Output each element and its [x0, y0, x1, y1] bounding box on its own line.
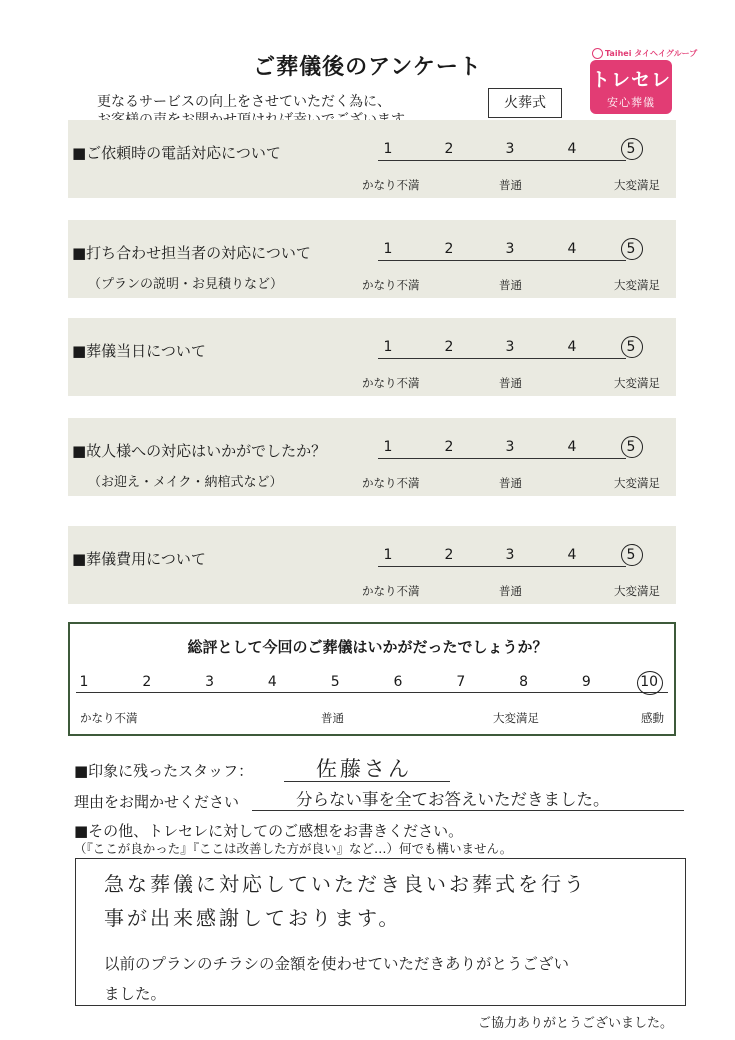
scale-number[interactable]: 3: [505, 241, 515, 257]
scale-label-mid: 普通: [499, 584, 522, 598]
scale-label-mid: 普通: [499, 278, 522, 292]
scale-label-low: かなり不満: [362, 178, 420, 192]
overall-label-low: かなり不満: [80, 711, 138, 725]
overall-scale-number[interactable]: 6: [393, 674, 403, 690]
selected-rating-circle: [621, 436, 643, 458]
scale-number[interactable]: 1: [383, 241, 393, 257]
selected-rating-circle: [621, 544, 643, 566]
brand-logo: [590, 60, 672, 114]
rating-scale-line: [378, 566, 626, 567]
scale-number[interactable]: 1: [383, 339, 393, 355]
overall-scale-number[interactable]: 5: [330, 674, 340, 690]
selected-rating-circle: [621, 336, 643, 358]
question-label: ■葬儀当日について: [72, 342, 206, 360]
scale-label-high: 大変満足: [614, 278, 660, 292]
scale-label-low: かなり不満: [362, 278, 420, 292]
scale-number[interactable]: 1: [383, 141, 393, 157]
reason-label: 理由をお聞かせください: [74, 793, 240, 811]
overall-scale-number[interactable]: 8: [519, 674, 529, 690]
scale-number[interactable]: 5: [626, 439, 636, 455]
scale-label-mid: 普通: [499, 476, 522, 490]
overall-label-mid: 普通: [321, 711, 344, 725]
staff-name: 佐藤さん: [316, 757, 412, 781]
reason-text: 分らない事を全てお答えいただきました。: [296, 790, 610, 809]
scale-number[interactable]: 2: [444, 439, 454, 455]
comment-line-4: ました。: [104, 985, 167, 1003]
scale-number[interactable]: 5: [626, 141, 636, 157]
overall-scale-number[interactable]: 4: [267, 674, 277, 690]
question-label: ■打ち合わせ担当者の対応について: [72, 244, 311, 262]
overall-label-top: 感動: [641, 711, 664, 725]
overall-scale-number[interactable]: 1: [79, 674, 89, 690]
overall-selected-circle: [637, 671, 663, 695]
reason-underline: [252, 810, 684, 811]
scale-number[interactable]: 3: [505, 339, 515, 355]
question-label: ■ご依頼時の電話対応について: [72, 144, 281, 162]
scale-number[interactable]: 5: [626, 339, 636, 355]
scale-label-high: 大変満足: [614, 178, 660, 192]
overall-scale-number[interactable]: 2: [142, 674, 152, 690]
scale-label-mid: 普通: [499, 376, 522, 390]
scale-number[interactable]: 5: [626, 241, 636, 257]
scale-number[interactable]: 4: [567, 339, 577, 355]
funeral-type-box: 火葬式: [488, 88, 562, 118]
survey-title: ご葬儀後のアンケート: [253, 55, 482, 80]
footer-thanks: ご協力ありがとうございました。: [478, 1016, 674, 1031]
scale-label-low: かなり不満: [362, 584, 420, 598]
rating-scale-line: [378, 458, 626, 459]
scale-number[interactable]: 4: [567, 141, 577, 157]
taihei-mark-icon: [592, 48, 603, 59]
scale-number[interactable]: 1: [383, 547, 393, 563]
comments-label: ■その他、トレセレに対してのご感想をお書きください。: [74, 822, 464, 840]
comment-line-2: 事が出来感謝しております。: [104, 906, 402, 930]
scale-number[interactable]: 5: [626, 547, 636, 563]
scale-label-low: かなり不満: [362, 376, 420, 390]
scale-number[interactable]: 3: [505, 547, 515, 563]
scale-label-low: かなり不満: [362, 476, 420, 490]
selected-rating-circle: [621, 138, 643, 160]
rating-scale-line: [378, 160, 626, 161]
comments-hint: （『ここが良かった』『ここは改善した方が良い』など…）何でも構いません。: [74, 841, 513, 856]
question-label: ■葬儀費用について: [72, 550, 206, 568]
overall-question: 総評として今回のご葬儀はいかがだったでしょうか？: [187, 638, 548, 656]
rating-scale-line: [378, 358, 626, 359]
scale-number[interactable]: 3: [505, 141, 515, 157]
scale-label-mid: 普通: [499, 178, 522, 192]
scale-number[interactable]: 2: [444, 339, 454, 355]
scale-number[interactable]: 4: [567, 547, 577, 563]
scale-number[interactable]: 4: [567, 241, 577, 257]
overall-scale-number[interactable]: 9: [581, 674, 591, 690]
question-sub: （プランの説明・お見積りなど）: [88, 277, 284, 292]
brand-name: トレセレ: [590, 69, 671, 91]
group-logo: [592, 48, 697, 59]
scale-label-high: 大変満足: [614, 584, 660, 598]
overall-label-high: 大変満足: [493, 711, 539, 725]
overall-scale-number[interactable]: 10: [640, 674, 659, 690]
intro-line-1: 更なるサービスの向上をさせていただく為に、: [97, 94, 391, 110]
question-sub: （お迎え・メイク・納棺式など）: [88, 475, 283, 490]
scale-number[interactable]: 4: [567, 439, 577, 455]
scale-number[interactable]: 2: [444, 141, 454, 157]
scale-number[interactable]: 1: [383, 439, 393, 455]
staff-label: ■印象に残ったスタッフ：: [74, 762, 254, 780]
scale-label-high: 大変満足: [614, 476, 660, 490]
selected-rating-circle: [621, 238, 643, 260]
scale-number[interactable]: 3: [505, 439, 515, 455]
overall-scale-number[interactable]: 7: [456, 674, 466, 690]
scale-number[interactable]: 2: [444, 547, 454, 563]
overall-scale-number[interactable]: 3: [205, 674, 215, 690]
comment-line-3: 以前のプランのチラシの金額を使わせていただきありがとうござい: [104, 955, 570, 973]
brand-tagline: 安心葬儀: [607, 96, 655, 109]
scale-number[interactable]: 2: [444, 241, 454, 257]
question-label: ■故人様への対応はいかがでしたか？: [72, 442, 327, 460]
scale-label-high: 大変満足: [614, 376, 660, 390]
rating-scale-line: [378, 260, 626, 261]
comment-line-1: 急な葬儀に対応していただき良いお葬式を行う: [104, 872, 587, 896]
overall-scale-line: [76, 692, 668, 693]
group-name: Taihei タイヘイグループ: [605, 49, 698, 58]
